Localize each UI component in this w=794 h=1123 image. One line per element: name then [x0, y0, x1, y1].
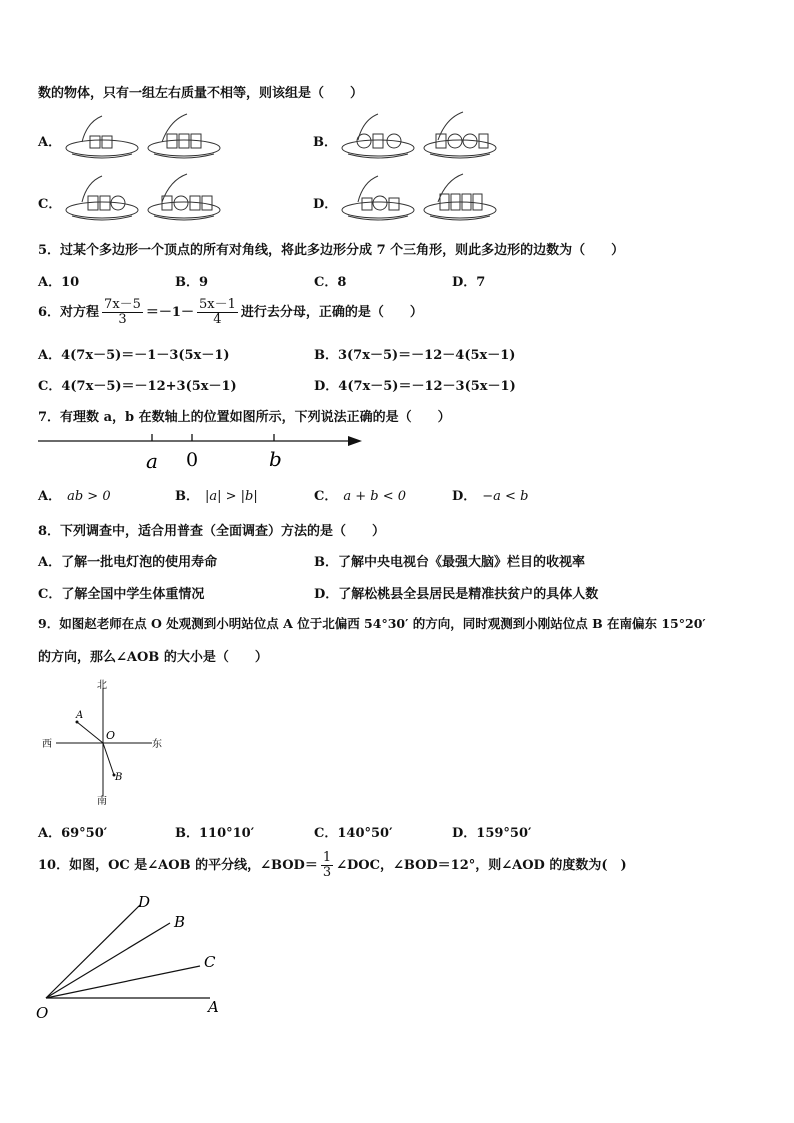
q4-option-b-image	[338, 110, 503, 162]
q4-option-b-label: B．	[313, 135, 337, 150]
q4-option-a-image	[62, 110, 227, 162]
q10-label-d: D	[138, 893, 151, 911]
q7-option-a-math: ab > 0	[67, 489, 111, 504]
q10-frac-denominator: 3	[322, 865, 332, 880]
q5-option-a: A．10	[38, 275, 80, 290]
q10-angle-diagram	[34, 893, 234, 1023]
q7-label-a: a	[146, 449, 158, 473]
q6-option-c: C．4(7x－5)＝－12+3(5x－1)	[38, 379, 237, 394]
q5-option-d: D．7	[452, 275, 486, 290]
q7-number-line	[38, 430, 368, 475]
q6-option-d: D．4(7x－5)＝－12－3(5x－1)	[314, 379, 516, 394]
q6-stem-pre: 6．对方程	[38, 305, 100, 320]
q9-compass-diagram	[40, 676, 170, 808]
q9-point-a-label: A	[76, 710, 84, 721]
q9-point-o-label: O	[106, 729, 116, 742]
q9-south-label: 南	[97, 796, 107, 807]
q7-option-c-math: a + b < 0	[343, 489, 407, 504]
q9-point-b-label: B	[115, 772, 123, 783]
q7-option-d-label: D．	[452, 489, 477, 504]
q9-option-d: D．159°50′	[452, 826, 532, 841]
question-9-stem-line2: 的方向，那么∠AOB 的大小是（ ）	[38, 650, 268, 665]
q10-label-o: O	[36, 1004, 49, 1022]
q9-east-label: 东	[152, 739, 162, 750]
q7-option-a-label: A．	[38, 489, 62, 504]
q7-label-b: b	[269, 447, 282, 471]
q4-option-c-label: C．	[38, 197, 62, 212]
q10-frac-numerator: 1	[322, 850, 332, 865]
q6-fraction-2	[197, 298, 238, 327]
q10-label-b: B	[174, 913, 186, 931]
q5-option-c: C．8	[314, 275, 347, 290]
q6-frac2-denominator: 4	[213, 312, 222, 327]
q7-option-c-label: C．	[314, 489, 338, 504]
q4-option-d-label: D．	[313, 197, 338, 212]
question-7-stem: 7．有理数 a，b 在数轴上的位置如图所示，下列说法正确的是（ ）	[38, 410, 451, 425]
q6-frac1-denominator: 3	[118, 312, 127, 327]
q8-option-b: B．了解中央电视台《最强大脑》栏目的收视率	[314, 555, 585, 570]
question-5-stem: 5．过某个多边形一个顶点的所有对角线，将此多边形分成 7 个三角形，则此多边形的边数为（ ）	[38, 243, 625, 258]
q8-option-d: D．了解松桃县全县居民是精准扶贫户的具体人数	[314, 587, 599, 602]
q7-option-b-label: B．	[175, 489, 199, 504]
q9-option-a: A．69°50′	[38, 826, 108, 841]
q6-stem-mid: ＝－1－	[145, 305, 194, 320]
q7-option-d	[452, 485, 528, 504]
q6-fraction-1	[102, 298, 143, 327]
q10-stem-pre: 10．如图，OC 是∠AOB 的平分线，∠BOD＝	[38, 858, 318, 873]
q9-west-label: 西	[42, 739, 52, 750]
q10-fraction	[321, 851, 333, 880]
question-8-stem: 8．下列调查中，适合用普查（全面调查）方法的是（ ）	[38, 524, 386, 539]
question-6-stem	[38, 298, 423, 328]
q4-option-d-image	[338, 172, 503, 224]
question-4-stem-tail: 数的物体，只有一组左右质量不相等，则该组是（ ）	[38, 86, 364, 101]
q7-option-a	[38, 485, 111, 504]
q6-frac2-numerator: 5x－1	[198, 297, 236, 312]
q7-option-b-math: |a| > |b|	[205, 489, 258, 504]
q10-label-c: C	[204, 953, 216, 971]
q7-option-d-math: −a < b	[482, 489, 529, 504]
q5-option-b: B．9	[175, 275, 209, 290]
q7-option-c	[314, 485, 406, 504]
q6-option-a: A．4(7x－5)＝－1－3(5x－1)	[38, 348, 230, 363]
q10-stem-post: ∠DOC，∠BOD＝12°，则∠AOD 的度数为( )	[336, 858, 627, 873]
question-10-stem	[38, 850, 627, 882]
q7-label-zero: 0	[186, 449, 199, 471]
q4-option-a-label: A．	[38, 135, 62, 150]
q9-north-label: 北	[97, 680, 107, 691]
q9-option-c: C．140°50′	[314, 826, 393, 841]
q6-frac1-numerator: 7x－5	[104, 297, 141, 312]
q8-option-a: A．了解一批电灯泡的使用寿命	[38, 555, 218, 570]
q10-label-a: A	[208, 998, 219, 1016]
q7-option-b	[175, 485, 258, 504]
q4-option-c-image	[62, 172, 227, 224]
q8-option-c: C．了解全国中学生体重情况	[38, 587, 205, 602]
q9-option-b: B．110°10′	[175, 826, 255, 841]
q6-stem-post: 进行去分母，正确的是（ ）	[240, 305, 423, 320]
q6-option-b: B．3(7x－5)＝－12－4(5x－1)	[314, 348, 516, 363]
question-9-stem-line1: 9．如图赵老师在点 O 处观测到小明站位点 A 位于北偏西 54°30′ 的方向，同时观测到小刚站位点 B 在南偏东 15°20′	[38, 616, 706, 631]
